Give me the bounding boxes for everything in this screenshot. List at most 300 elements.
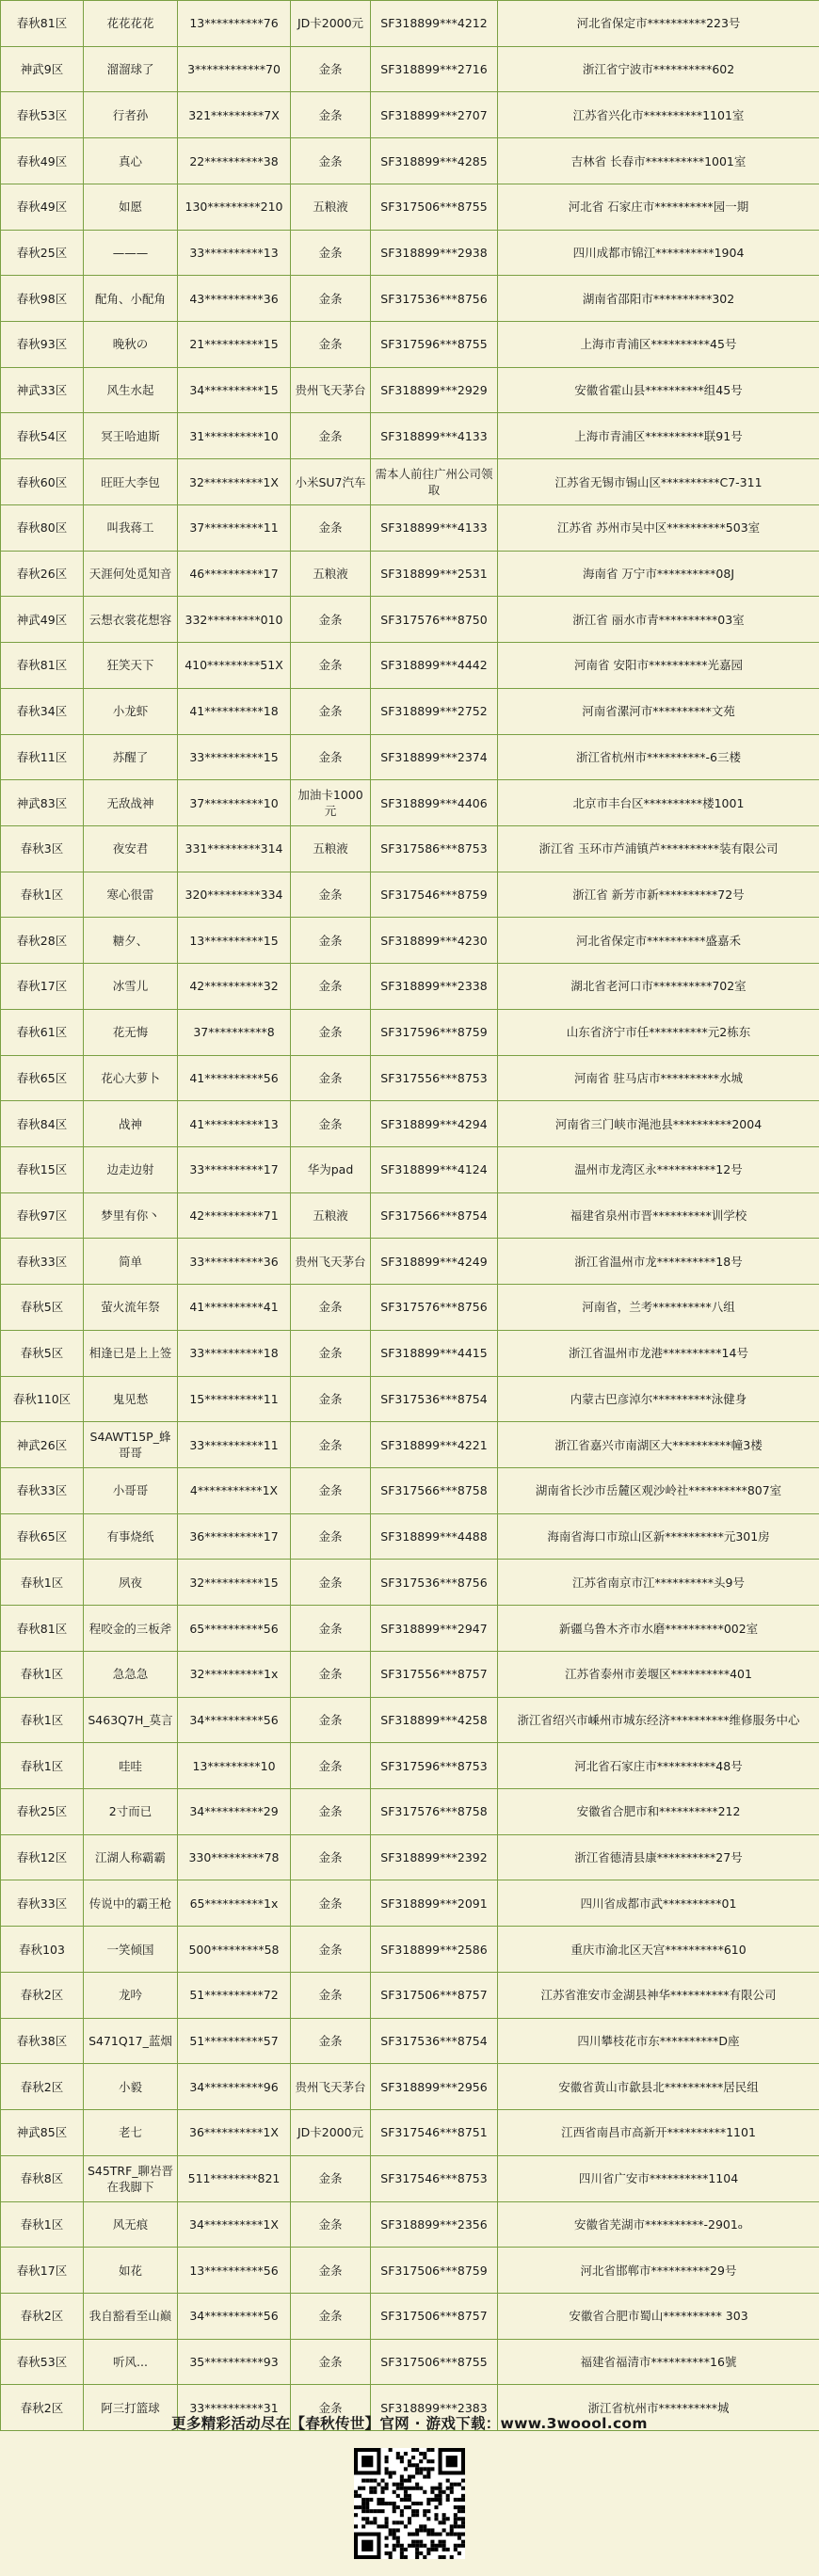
- cell-tracking-number: SF317596***8759: [371, 1009, 498, 1055]
- cell-player-name: 程咬金的三板斧: [84, 1606, 178, 1652]
- cell-player-name: 无敌战神: [84, 780, 178, 826]
- table-row: [1, 1743, 819, 1789]
- cell-prize: 金条: [291, 1330, 371, 1376]
- cell-server: 春秋12区: [1, 1834, 84, 1880]
- cell-server: 春秋110区: [1, 1376, 84, 1422]
- cell-prize: 金条: [291, 1606, 371, 1652]
- cell-prize: 加油卡1000元: [291, 780, 371, 826]
- cell-address: 江苏省兴化市**********1101室: [498, 92, 819, 138]
- cell-tracking-number: SF318899***4133: [371, 504, 498, 551]
- cell-prize: 金条: [291, 2155, 371, 2201]
- table-row: [1, 1880, 819, 1927]
- table-row: [1, 1192, 819, 1239]
- cell-tracking-number: SF318899***4249: [371, 1239, 498, 1285]
- cell-address: 河南省漯河市**********文苑: [498, 688, 819, 734]
- table-row: [1, 780, 819, 826]
- cell-tracking-number: SF317566***8758: [371, 1468, 498, 1514]
- table-row: [1, 1330, 819, 1376]
- cell-server: 春秋17区: [1, 964, 84, 1010]
- cell-server: 春秋103: [1, 1927, 84, 1973]
- cell-address: 浙江省绍兴市嵊州市城东经济**********维修服务中心: [498, 1697, 819, 1743]
- cell-id-number: 41**********41: [178, 1285, 291, 1331]
- cell-prize: 小米SU7汽车: [291, 459, 371, 505]
- cell-id-number: 34**********56: [178, 1697, 291, 1743]
- cell-server: 神武33区: [1, 367, 84, 413]
- table-row: [1, 1927, 819, 1973]
- cell-id-number: 331*********314: [178, 825, 291, 872]
- table-row: [1, 504, 819, 551]
- cell-prize: 金条: [291, 688, 371, 734]
- cell-prize: 贵州飞天茅台: [291, 367, 371, 413]
- table-row: [1, 551, 819, 597]
- cell-tracking-number: SF318899***2374: [371, 734, 498, 780]
- cell-id-number: 41**********56: [178, 1055, 291, 1101]
- cell-tracking-number: SF317586***8753: [371, 825, 498, 872]
- cell-server: 春秋1区: [1, 1743, 84, 1789]
- cell-id-number: 37**********11: [178, 504, 291, 551]
- cell-player-name: S471Q17_蓝烟: [84, 2018, 178, 2064]
- table-row: [1, 2110, 819, 2156]
- cell-address: 福建省福清市**********16號: [498, 2339, 819, 2385]
- cell-player-name: 边走边射: [84, 1146, 178, 1192]
- cell-id-number: 511********821: [178, 2155, 291, 2201]
- cell-player-name: 小毅: [84, 2064, 178, 2110]
- cell-server: 春秋38区: [1, 2018, 84, 2064]
- cell-id-number: 3************70: [178, 46, 291, 92]
- cell-tracking-number: SF318899***4221: [371, 1422, 498, 1468]
- cell-tracking-number: SF317536***8754: [371, 1376, 498, 1422]
- table-row: [1, 918, 819, 964]
- cell-id-number: 33**********11: [178, 1422, 291, 1468]
- cell-prize: 金条: [291, 92, 371, 138]
- cell-server: 神武26区: [1, 1422, 84, 1468]
- cell-server: 春秋5区: [1, 1330, 84, 1376]
- cell-id-number: 42**********32: [178, 964, 291, 1010]
- cell-prize: 金条: [291, 138, 371, 184]
- cell-address: 四川成都市锦江**********1904: [498, 230, 819, 276]
- cell-tracking-number: SF318899***2586: [371, 1927, 498, 1973]
- cell-address: 浙江省温州市龙**********18号: [498, 1239, 819, 1285]
- cell-server: 春秋2区: [1, 2064, 84, 2110]
- cell-address: 安徽省合肥市蜀山********** 303: [498, 2293, 819, 2339]
- cell-server: 春秋2区: [1, 2293, 84, 2339]
- cell-server: 春秋49区: [1, 138, 84, 184]
- cell-id-number: 32**********15: [178, 1560, 291, 1606]
- cell-prize: 金条: [291, 1468, 371, 1514]
- cell-id-number: 36**********1X: [178, 2110, 291, 2156]
- cell-id-number: 36**********17: [178, 1513, 291, 1560]
- table-row: [1, 459, 819, 505]
- cell-prize: 金条: [291, 918, 371, 964]
- cell-address: 上海市青浦区**********45号: [498, 322, 819, 368]
- cell-id-number: 13**********15: [178, 918, 291, 964]
- cell-address: 安徽省黄山市歙县北**********居民组: [498, 2064, 819, 2110]
- cell-player-name: 阿三打篮球: [84, 2385, 178, 2431]
- cell-prize: 贵州飞天茅台: [291, 1239, 371, 1285]
- cell-prize: 金条: [291, 2201, 371, 2248]
- cell-tracking-number: SF317596***8753: [371, 1743, 498, 1789]
- cell-address: 河北省邯郸市**********29号: [498, 2248, 819, 2294]
- cell-id-number: 13**********56: [178, 2248, 291, 2294]
- cell-tracking-number: SF318899***4133: [371, 413, 498, 459]
- cell-id-number: 32**********1X: [178, 459, 291, 505]
- table-row: [1, 1146, 819, 1192]
- table-row: [1, 1834, 819, 1880]
- cell-tracking-number: SF318899***4415: [371, 1330, 498, 1376]
- cell-address: 江苏省淮安市金湖县神华**********有限公司: [498, 1972, 819, 2018]
- cell-id-number: 130*********210: [178, 184, 291, 230]
- cell-id-number: 4***********1X: [178, 1468, 291, 1514]
- cell-server: 春秋93区: [1, 322, 84, 368]
- table-row: [1, 597, 819, 643]
- cell-prize: 五粮液: [291, 1192, 371, 1239]
- table-row: [1, 2064, 819, 2110]
- cell-address: 浙江省宁波市**********602: [498, 46, 819, 92]
- cell-address: 四川省成都市武**********01: [498, 1880, 819, 1927]
- cell-prize: 五粮液: [291, 551, 371, 597]
- cell-prize: 五粮液: [291, 184, 371, 230]
- cell-address: 浙江省德清县康**********27号: [498, 1834, 819, 1880]
- cell-id-number: 42**********71: [178, 1192, 291, 1239]
- cell-address: 江苏省 苏州市吴中区**********503室: [498, 504, 819, 551]
- cell-id-number: 32**********1x: [178, 1651, 291, 1697]
- cell-address: 河北省保定市**********223号: [498, 1, 819, 47]
- table-row: [1, 138, 819, 184]
- cell-address: 四川省广安市**********1104: [498, 2155, 819, 2201]
- table-row: [1, 413, 819, 459]
- cell-prize: 金条: [291, 1834, 371, 1880]
- cell-id-number: 22**********38: [178, 138, 291, 184]
- cell-tracking-number: SF318899***4442: [371, 643, 498, 689]
- cell-player-name: 真心: [84, 138, 178, 184]
- cell-player-name: 糖夕、: [84, 918, 178, 964]
- cell-player-name: 叫我蒋工: [84, 504, 178, 551]
- cell-id-number: 21**********15: [178, 322, 291, 368]
- table-row: [1, 825, 819, 872]
- cell-player-name: 花花花花: [84, 1, 178, 47]
- cell-address: 浙江省嘉兴市南湖区大**********幢3楼: [498, 1422, 819, 1468]
- cell-player-name: 2寸而已: [84, 1789, 178, 1835]
- cell-player-name: S45TRF_聊岩晋在我脚下: [84, 2155, 178, 2201]
- cell-address: 浙江省温州市龙港**********14号: [498, 1330, 819, 1376]
- table-row: [1, 46, 819, 92]
- cell-id-number: 330*********78: [178, 1834, 291, 1880]
- footer-text: 更多精彩活动尽在【春秋传世】官网 · 游戏下载：www.3woool.com: [171, 2415, 648, 2432]
- cell-address: 江苏省南京市江**********头9号: [498, 1560, 819, 1606]
- table-row: [1, 1789, 819, 1835]
- cell-server: 春秋33区: [1, 1880, 84, 1927]
- cell-tracking-number: SF317506***8755: [371, 184, 498, 230]
- cell-tracking-number: SF317506***8757: [371, 2293, 498, 2339]
- cell-id-number: 321*********7X: [178, 92, 291, 138]
- cell-address: 新疆乌鲁木齐市水磨**********002室: [498, 1606, 819, 1652]
- cell-address: 吉林省 长春市**********1001室: [498, 138, 819, 184]
- cell-player-name: 天涯何处觅知音: [84, 551, 178, 597]
- cell-address: 海南省 万宁市**********08J: [498, 551, 819, 597]
- cell-server: 春秋17区: [1, 2248, 84, 2294]
- cell-id-number: 41**********18: [178, 688, 291, 734]
- cell-server: 神武85区: [1, 2110, 84, 2156]
- cell-address: 海南省海口市琼山区新**********元301房: [498, 1513, 819, 1560]
- cell-server: 春秋33区: [1, 1468, 84, 1514]
- table-row: [1, 1, 819, 47]
- cell-player-name: 寒心很雷: [84, 872, 178, 918]
- cell-player-name: 鬼见愁: [84, 1376, 178, 1422]
- cell-tracking-number: SF318899***2338: [371, 964, 498, 1010]
- cell-tracking-number: SF318899***4488: [371, 1513, 498, 1560]
- cell-prize: 金条: [291, 1101, 371, 1147]
- cell-prize: 金条: [291, 597, 371, 643]
- cell-id-number: 34**********1X: [178, 2201, 291, 2248]
- table-row: [1, 2339, 819, 2385]
- cell-address: 河南省 驻马店市**********水城: [498, 1055, 819, 1101]
- table-row: [1, 92, 819, 138]
- cell-id-number: 51**********57: [178, 2018, 291, 2064]
- cell-prize: 华为pad: [291, 1146, 371, 1192]
- cell-id-number: 332*********010: [178, 597, 291, 643]
- cell-tracking-number: SF317506***8759: [371, 2248, 498, 2294]
- cell-id-number: 31**********10: [178, 413, 291, 459]
- cell-player-name: S4AWT15P_蜂哥哥: [84, 1422, 178, 1468]
- cell-id-number: 34**********56: [178, 2293, 291, 2339]
- cell-address: 安徽省芜湖市**********-2901ₒ: [498, 2201, 819, 2248]
- cell-server: 春秋33区: [1, 1239, 84, 1285]
- cell-id-number: 33**********15: [178, 734, 291, 780]
- qr-code-graphic: [354, 2448, 465, 2559]
- cell-tracking-number: SF317566***8754: [371, 1192, 498, 1239]
- cell-tracking-number: SF317536***8756: [371, 1560, 498, 1606]
- cell-address: 湖南省长沙市岳麓区观沙岭社**********807室: [498, 1468, 819, 1514]
- cell-address: 山东省济宁市任**********元2栋东: [498, 1009, 819, 1055]
- cell-address: 北京市丰台区**********楼1001: [498, 780, 819, 826]
- cell-player-name: 一笑倾国: [84, 1927, 178, 1973]
- cell-id-number: 34**********29: [178, 1789, 291, 1835]
- table-row: [1, 688, 819, 734]
- cell-tracking-number: SF318899***4258: [371, 1697, 498, 1743]
- cell-address: 温州市龙湾区永**********12号: [498, 1146, 819, 1192]
- footer: [0, 2399, 819, 2576]
- cell-address: 浙江省 玉环市芦浦镇芦**********装有限公司: [498, 825, 819, 872]
- table-row: [1, 1376, 819, 1422]
- cell-tracking-number: SF317536***8754: [371, 2018, 498, 2064]
- cell-prize: 金条: [291, 322, 371, 368]
- cell-tracking-number: SF317576***8756: [371, 1285, 498, 1331]
- cell-player-name: 苏醒了: [84, 734, 178, 780]
- cell-server: 春秋81区: [1, 643, 84, 689]
- cell-tracking-number: SF317596***8755: [371, 322, 498, 368]
- cell-tracking-number: SF318899***2752: [371, 688, 498, 734]
- cell-player-name: 如愿: [84, 184, 178, 230]
- cell-tracking-number: SF317546***8753: [371, 2155, 498, 2201]
- cell-tracking-number: SF317556***8757: [371, 1651, 498, 1697]
- cell-player-name: 急急急: [84, 1651, 178, 1697]
- cell-prize: 金条: [291, 734, 371, 780]
- cell-player-name: 风无痕: [84, 2201, 178, 2248]
- cell-tracking-number: SF317536***8756: [371, 276, 498, 322]
- cell-prize: 金条: [291, 1880, 371, 1927]
- cell-tracking-number: SF318899***4230: [371, 918, 498, 964]
- cell-prize: 金条: [291, 2293, 371, 2339]
- cell-player-name: 简单: [84, 1239, 178, 1285]
- cell-server: 春秋3区: [1, 825, 84, 872]
- cell-player-name: 行者孙: [84, 92, 178, 138]
- cell-tracking-number: SF318899***2716: [371, 46, 498, 92]
- cell-prize: 金条: [291, 1560, 371, 1606]
- table-row: [1, 2155, 819, 2201]
- cell-address: 河南省，兰考**********八组: [498, 1285, 819, 1331]
- cell-player-name: 战神: [84, 1101, 178, 1147]
- cell-id-number: 33**********36: [178, 1239, 291, 1285]
- cell-server: 春秋1区: [1, 1560, 84, 1606]
- cell-tracking-number: SF317506***8757: [371, 1972, 498, 2018]
- cell-id-number: 13**********76: [178, 1, 291, 47]
- cell-server: 春秋80区: [1, 504, 84, 551]
- cell-player-name: S463Q7H_莫言: [84, 1697, 178, 1743]
- cell-tracking-number: 需本人前往广州公司领取: [371, 459, 498, 505]
- cell-server: 春秋1区: [1, 2201, 84, 2248]
- cell-id-number: 37**********10: [178, 780, 291, 826]
- table-row: [1, 1513, 819, 1560]
- cell-address: 江苏省无锡市锡山区**********C7-311: [498, 459, 819, 505]
- cell-prize: JD卡2000元: [291, 2110, 371, 2156]
- cell-server: 春秋84区: [1, 1101, 84, 1147]
- cell-prize: 金条: [291, 643, 371, 689]
- cell-server: 春秋81区: [1, 1606, 84, 1652]
- cell-prize: 金条: [291, 276, 371, 322]
- table-row: [1, 2201, 819, 2248]
- cell-prize: 金条: [291, 1972, 371, 2018]
- cell-prize: 金条: [291, 1513, 371, 1560]
- cell-tracking-number: SF318899***2938: [371, 230, 498, 276]
- cell-server: 春秋26区: [1, 551, 84, 597]
- table-row: [1, 872, 819, 918]
- cell-address: 河南省 安阳市**********光嘉园: [498, 643, 819, 689]
- cell-id-number: 35**********93: [178, 2339, 291, 2385]
- table-row: [1, 322, 819, 368]
- cell-prize: JD卡2000元: [291, 1, 371, 47]
- table-row: [1, 2293, 819, 2339]
- cell-prize: 五粮液: [291, 825, 371, 872]
- cell-tracking-number: SF318899***4285: [371, 138, 498, 184]
- cell-prize: 金条: [291, 1743, 371, 1789]
- cell-prize: 贵州飞天茅台: [291, 2064, 371, 2110]
- cell-server: 春秋25区: [1, 230, 84, 276]
- cell-player-name: 配角、小配角: [84, 276, 178, 322]
- table-row: [1, 1239, 819, 1285]
- table-row: [1, 1009, 819, 1055]
- table-row: [1, 230, 819, 276]
- cell-tracking-number: SF318899***2356: [371, 2201, 498, 2248]
- cell-address: 安徽省合肥市和**********212: [498, 1789, 819, 1835]
- cell-player-name: 花心大萝卜: [84, 1055, 178, 1101]
- cell-prize: 金条: [291, 1055, 371, 1101]
- cell-tracking-number: SF318899***2091: [371, 1880, 498, 1927]
- cell-tracking-number: SF318899***2531: [371, 551, 498, 597]
- cell-id-number: 33**********18: [178, 1330, 291, 1376]
- table-row: [1, 1422, 819, 1468]
- cell-server: 春秋49区: [1, 184, 84, 230]
- cell-prize: 金条: [291, 1285, 371, 1331]
- winners-table-body: [1, 1, 819, 2431]
- cell-id-number: 46**********17: [178, 551, 291, 597]
- cell-address: 内蒙古巴彦淖尔**********泳健身: [498, 1376, 819, 1422]
- qr-code-icon: [354, 2448, 465, 2559]
- cell-player-name: 狂笑天下: [84, 643, 178, 689]
- cell-id-number: 43**********36: [178, 276, 291, 322]
- cell-server: 春秋2区: [1, 1972, 84, 2018]
- cell-tracking-number: SF317556***8753: [371, 1055, 498, 1101]
- cell-address: 重庆市渝北区天宫**********610: [498, 1927, 819, 1973]
- cell-player-name: 江湖人称霸霸: [84, 1834, 178, 1880]
- cell-prize: 金条: [291, 1422, 371, 1468]
- cell-address: 四川攀枝花市东**********D座: [498, 2018, 819, 2064]
- cell-address: 浙江省 新芳市新**********72号: [498, 872, 819, 918]
- cell-player-name: 晚秋の: [84, 322, 178, 368]
- cell-id-number: 320*********334: [178, 872, 291, 918]
- cell-address: 上海市青浦区**********联91号: [498, 413, 819, 459]
- cell-tracking-number: SF318899***4212: [371, 1, 498, 47]
- table-row: [1, 1606, 819, 1652]
- cell-server: 神武9区: [1, 46, 84, 92]
- table-row: [1, 1055, 819, 1101]
- cell-id-number: 34**********96: [178, 2064, 291, 2110]
- cell-address: 江西省南昌市高新开**********1101: [498, 2110, 819, 2156]
- cell-prize: 金条: [291, 1789, 371, 1835]
- cell-id-number: 15**********11: [178, 1376, 291, 1422]
- table-row: [1, 2248, 819, 2294]
- cell-prize: 金条: [291, 2018, 371, 2064]
- table-row: [1, 1468, 819, 1514]
- cell-server: 春秋97区: [1, 1192, 84, 1239]
- table-row: [1, 367, 819, 413]
- cell-player-name: 龙吟: [84, 1972, 178, 2018]
- cell-player-name: ———: [84, 230, 178, 276]
- cell-server: 春秋1区: [1, 1697, 84, 1743]
- cell-prize: 金条: [291, 2248, 371, 2294]
- cell-tracking-number: SF318899***2929: [371, 367, 498, 413]
- cell-prize: 金条: [291, 2385, 371, 2431]
- cell-id-number: 33**********13: [178, 230, 291, 276]
- table-row: [1, 1101, 819, 1147]
- cell-tracking-number: SF318899***2956: [371, 2064, 498, 2110]
- cell-server: 春秋15区: [1, 1146, 84, 1192]
- table-row: [1, 1285, 819, 1331]
- cell-prize: 金条: [291, 872, 371, 918]
- cell-id-number: 41**********13: [178, 1101, 291, 1147]
- cell-prize: 金条: [291, 2339, 371, 2385]
- cell-server: 春秋8区: [1, 2155, 84, 2201]
- cell-address: 福建省泉州市晋**********训学校: [498, 1192, 819, 1239]
- cell-server: 春秋2区: [1, 2385, 84, 2431]
- cell-player-name: 夙夜: [84, 1560, 178, 1606]
- cell-tracking-number: SF318899***4124: [371, 1146, 498, 1192]
- table-row: [1, 1560, 819, 1606]
- cell-player-name: 梦里有你丶: [84, 1192, 178, 1239]
- cell-id-number: 65**********56: [178, 1606, 291, 1652]
- cell-prize: 金条: [291, 964, 371, 1010]
- cell-address: 浙江省 丽水市青**********03室: [498, 597, 819, 643]
- cell-address: 河南省三门峡市渑池县**********2004: [498, 1101, 819, 1147]
- cell-player-name: 花无悔: [84, 1009, 178, 1055]
- cell-server: 春秋61区: [1, 1009, 84, 1055]
- cell-address: 浙江省杭州市**********-6三楼: [498, 734, 819, 780]
- cell-id-number: 33**********17: [178, 1146, 291, 1192]
- cell-address: 河北省 石家庄市**********园一期: [498, 184, 819, 230]
- table-row: [1, 643, 819, 689]
- cell-id-number: 51**********72: [178, 1972, 291, 2018]
- cell-player-name: 冰雪儿: [84, 964, 178, 1010]
- cell-id-number: 33**********31: [178, 2385, 291, 2431]
